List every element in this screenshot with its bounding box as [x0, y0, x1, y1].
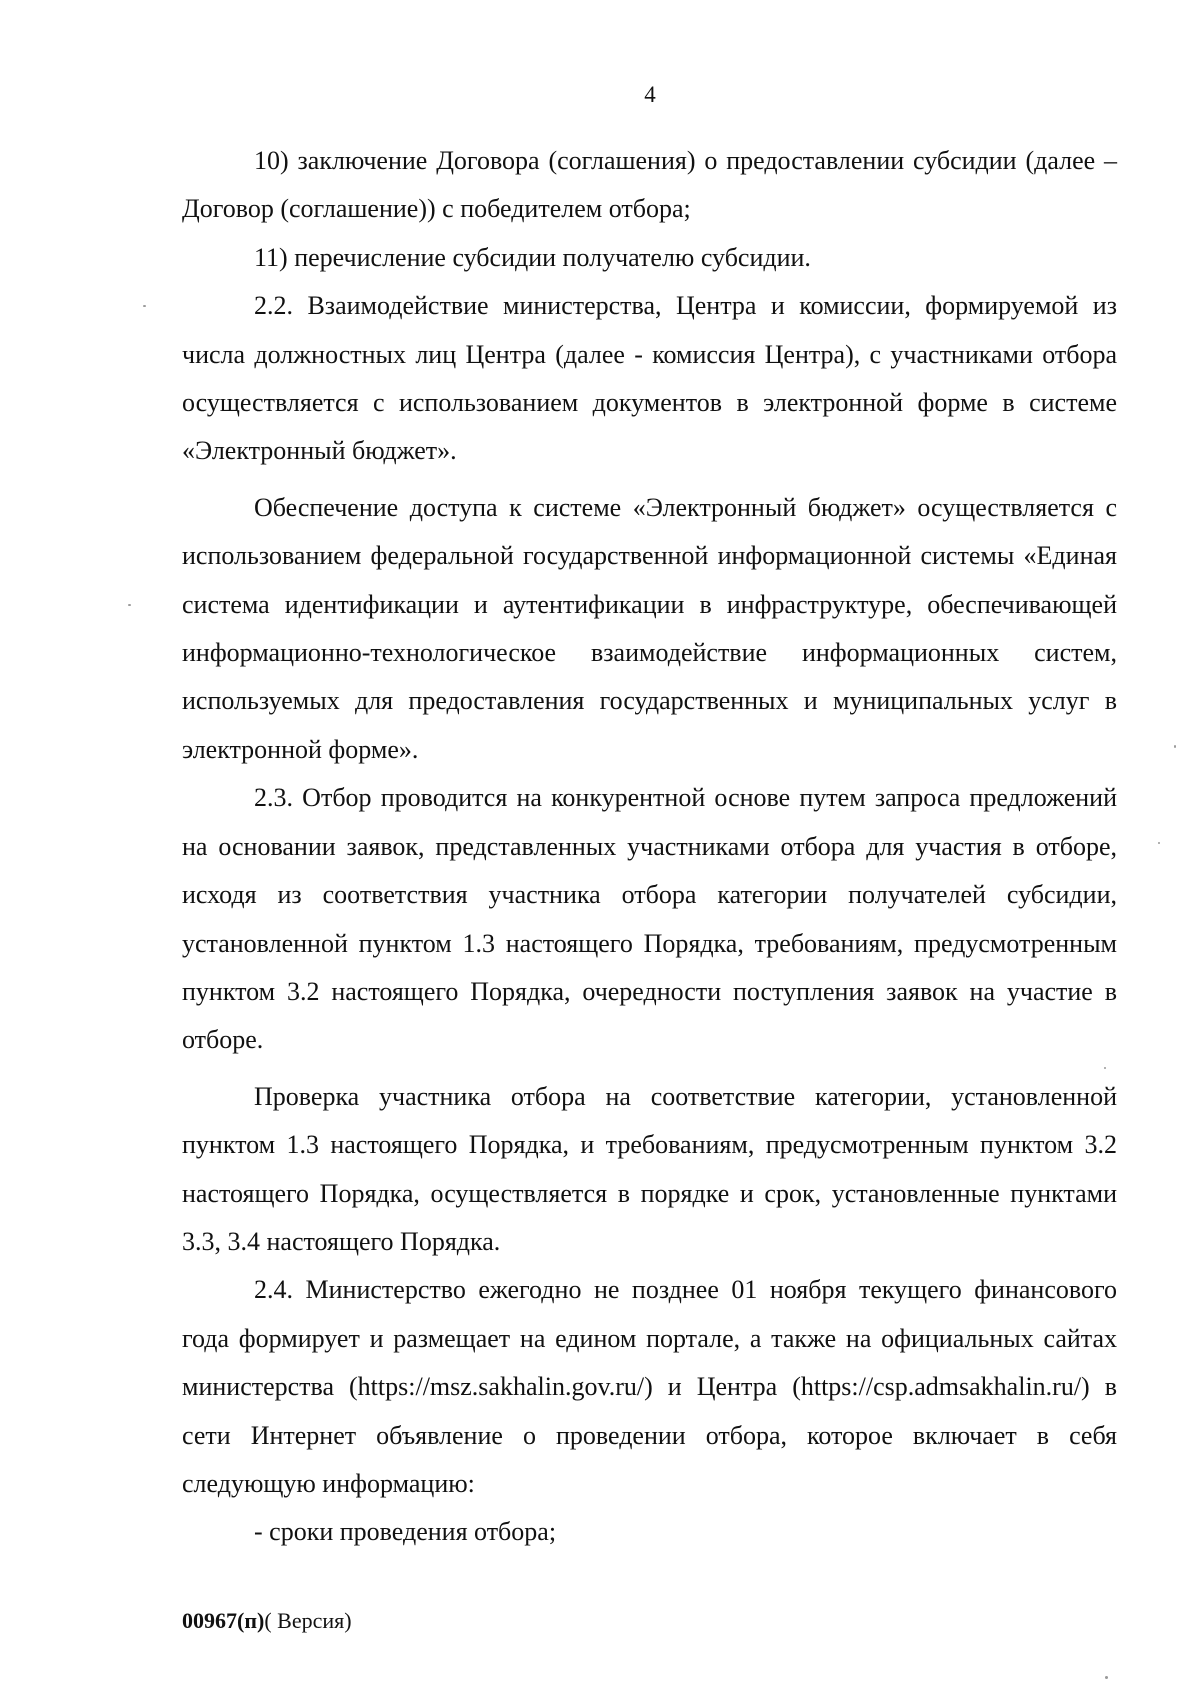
document-version: ( Версия) [264, 1608, 352, 1633]
paragraph-2-2: 2.2. Взаимодействие министерства, Центра и комиссии, формируемой из числа должностных лиц Центра (далее - комиссия Центра), с участниками отбора осуществляется с использованием документов в электронной форме в системе «Электронный бюджет». [182, 291, 1117, 466]
scan-speck [128, 604, 131, 606]
paragraph-item-10: 10) заключение Договора (соглашения) о предоставлении субсидии (далее – Договор (соглашение)) с победителем отбора; [182, 146, 1117, 224]
paragraph-access-provision: Обеспечение доступа к системе «Электронный бюджет» осуществляется с использованием федеральной государственной информационной системы «Единая система идентификации и аутентификации в инфраструктуре, обеспечивающей информационно-технологическое взаимодействие информационных систем, используемых для предоставления государственных и муниципальных услуг в электронной форме». [182, 492, 1117, 764]
paragraph-participant-check: Проверка участника отбора на соответствие категории, установленной пунктом 1.3 настоящего Порядка, и требованиям, предусмотренным пунктом 3.2 настоящего Порядка, осуществляется в порядке и срок, установленные пунктами 3.3, 3.4 настоящего Порядка. [182, 1081, 1117, 1256]
scan-speck [1104, 1067, 1106, 1069]
paragraph-item-11: 11) перечисление субсидии получателю субсидии. [254, 242, 811, 272]
scan-speck [1158, 842, 1160, 844]
document-body [182, 137, 1117, 1557]
document-footer [182, 1608, 352, 1634]
document-code: 00967(п) [182, 1608, 265, 1633]
paragraph-selection-terms: - сроки проведения отбора; [254, 1517, 557, 1547]
paragraph-2-4: 2.4. Министерство ежегодно не позднее 01 ноября текущего финансового года формирует и размещает на едином портале, а также на официальных сайтах министерства (https://msz.sakhalin.gov.ru/) и Центра (https://csp.admsakhalin.ru/) в сети Интернет объявление о проведении отбора, которое включает в себя следующую информацию: [182, 1275, 1117, 1498]
page-number: 4 [644, 82, 656, 107]
scan-speck [1105, 1676, 1108, 1679]
scan-speck [1174, 745, 1176, 748]
scan-speck [143, 305, 146, 307]
paragraph-2-3: 2.3. Отбор проводится на конкурентной основе путем запроса предложений на основании заявок, представленных участниками отбора для участия в отборе, исходя из соответствия участника отбора категории получателей субсидии, установленной пунктом 1.3 настоящего Порядка, требованиям, предусмотренным пунктом 3.2 настоящего Порядка, очередности поступления заявок на участие в отборе. [182, 783, 1117, 1055]
